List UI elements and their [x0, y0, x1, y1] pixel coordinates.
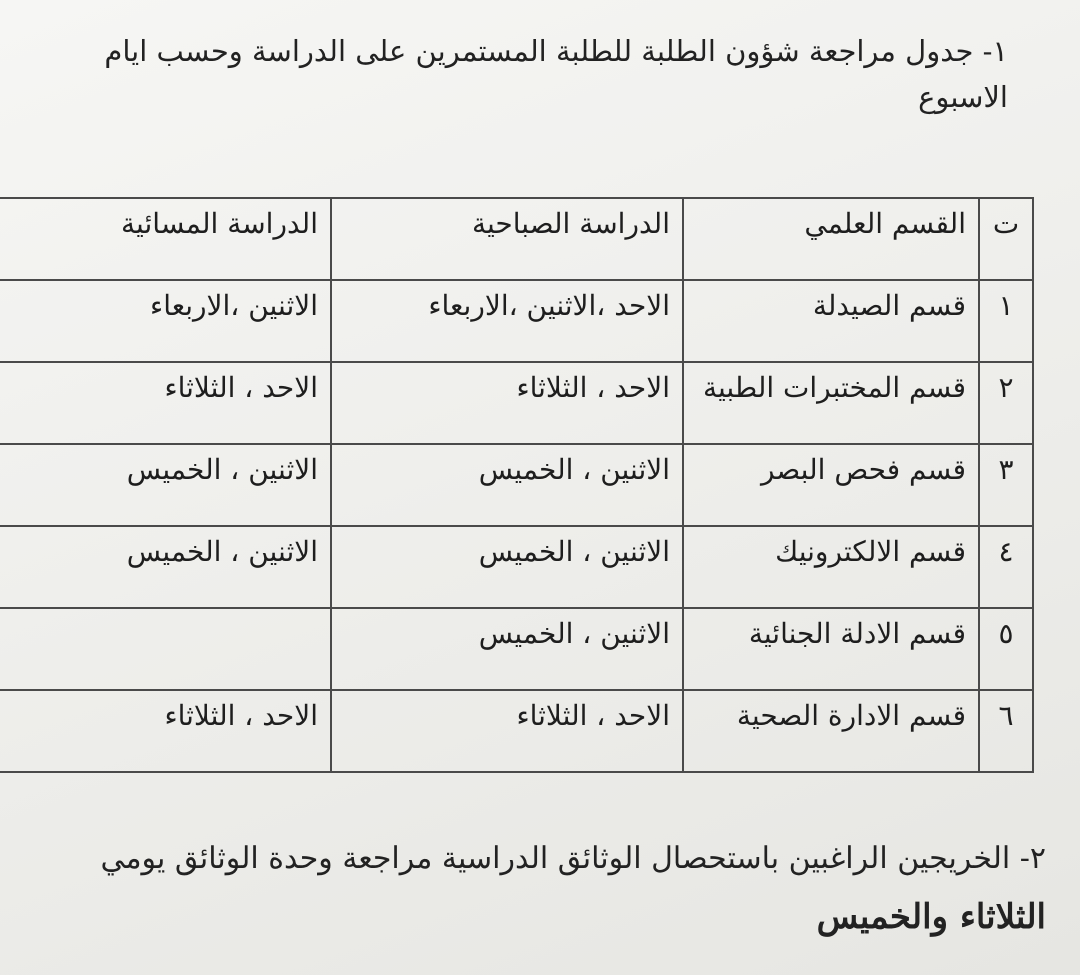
- row-number: ١: [979, 280, 1033, 362]
- morning-days-cell: الاثنين ، الخميس: [331, 526, 683, 608]
- header-evening-study: الدراسة المسائية: [0, 198, 331, 280]
- evening-days-cell: الاحد ، الثلاثاء: [0, 362, 331, 444]
- department-cell: قسم الادلة الجنائية: [683, 608, 979, 690]
- row-number: ٣: [979, 444, 1033, 526]
- schedule-table: [0, 197, 1034, 773]
- morning-days-cell: الاحد ، الثلاثاء: [331, 690, 683, 772]
- morning-days-cell: الاحد ،الاثنين ،الاربعاء: [331, 280, 683, 362]
- table-row: [0, 280, 1033, 362]
- morning-days-cell: الاحد ، الثلاثاء: [331, 362, 683, 444]
- department-cell: قسم المختبرات الطبية: [683, 362, 979, 444]
- table-row: [0, 444, 1033, 526]
- table-row: [0, 690, 1033, 772]
- evening-days-cell: الاثنين ، الخميس: [0, 526, 331, 608]
- heading-text: ١- جدول مراجعة شؤون الطلبة للطلبة المستمرين على الدراسة وحسب ايام الاسبوع: [104, 34, 1008, 114]
- note-line-1: ٢- الخريجين الراغبين باستحصال الوثائق الدراسية مراجعة وحدة الوثائق يومي: [100, 841, 1046, 876]
- header-number: ت: [979, 198, 1033, 280]
- morning-days-cell: الاثنين ، الخميس: [331, 608, 683, 690]
- row-number: ٦: [979, 690, 1033, 772]
- morning-days-cell: الاثنين ، الخميس: [331, 444, 683, 526]
- department-cell: قسم الالكترونيك: [683, 526, 979, 608]
- evening-days-cell: الاثنين ، الخميس: [0, 444, 331, 526]
- row-number: ٤: [979, 526, 1033, 608]
- table-row: [0, 608, 1033, 690]
- evening-days-cell: الاحد ، الثلاثاء: [0, 690, 331, 772]
- evening-days-cell: الاثنين ،الاربعاء: [0, 280, 331, 362]
- department-cell: قسم فحص البصر: [683, 444, 979, 526]
- row-number: ٥: [979, 608, 1033, 690]
- graduates-note: [6, 830, 1046, 946]
- table-row: [0, 526, 1033, 608]
- header-morning-study: الدراسة الصباحية: [331, 198, 683, 280]
- table-header-row: [0, 198, 1033, 280]
- department-cell: قسم الصيدلة: [683, 280, 979, 362]
- department-cell: قسم الادارة الصحية: [683, 690, 979, 772]
- note-line-2: الثلاثاء والخميس: [816, 897, 1046, 937]
- table-row: [0, 362, 1033, 444]
- header-department: القسم العلمي: [683, 198, 979, 280]
- row-number: ٢: [979, 362, 1033, 444]
- evening-days-cell: [0, 608, 331, 690]
